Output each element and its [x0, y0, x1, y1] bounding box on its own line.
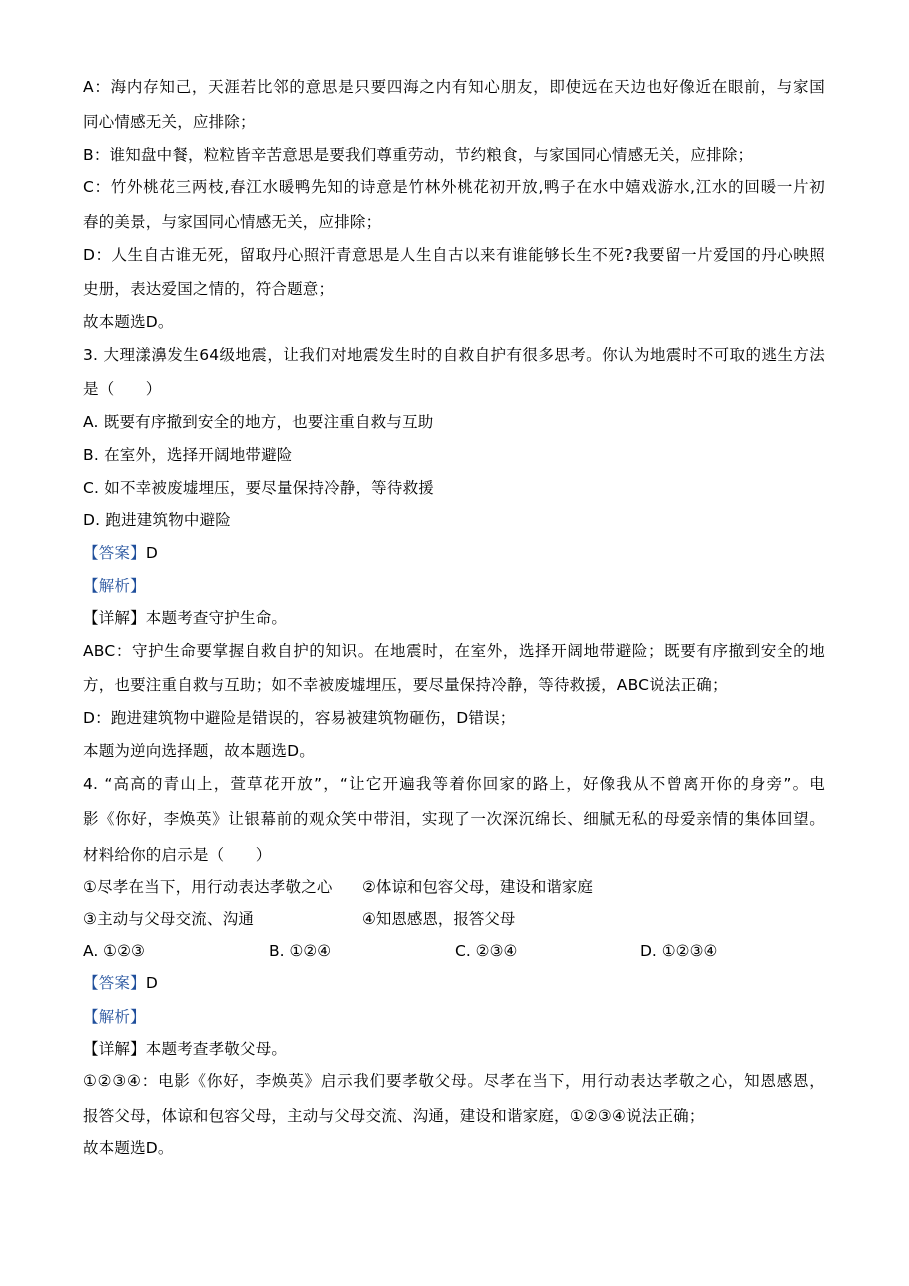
q3-answer-value: D — [145, 544, 158, 562]
q4-option-d: D. ①②③④ — [640, 942, 718, 960]
q2-analysis-d-line1: D：人生自古谁无死，留取丹心照汗青意思是人生自古以来有谁能够长生不死?我要留一片爱国的丹心映照 — [83, 246, 825, 264]
q4-option-a: A. ①②③ — [83, 942, 145, 960]
q2-conclusion: 故本题选D。 — [83, 313, 174, 331]
q3-explanation-line3: D：跑进建筑物中避险是错误的，容易被建筑物砸伤，D错误； — [83, 709, 516, 727]
q3-explanation-line1: ABC：守护生命要掌握自救自护的知识。在地震时，在室外，选择开阔地带避险；既要有序撤到安全的地 — [83, 642, 825, 660]
q4-analysis-tag: 【解析】 — [83, 1008, 146, 1026]
q2-analysis-c-line1: C：竹外桃花三两枝,春江水暖鸭先知的诗意是竹林外桃花初开放,鸭子在水中嬉戏游水,江水的回暖一片初 — [83, 178, 825, 196]
q2-analysis-d-line2: 史册，表达爱国之情的，符合题意； — [83, 280, 335, 298]
q3-option-d: D. 跑进建筑物中避险 — [83, 511, 231, 529]
q4-item-3: ③主动与父母交流、沟通 — [83, 910, 255, 928]
q4-item-4: ④知恩感恩，报答父母 — [362, 910, 516, 928]
q4-option-b: B. ①②④ — [269, 942, 332, 960]
q4-explanation-line2: 报答父母，体谅和包容父母，主动与父母交流、沟通，建设和谐家庭，①②③④说法正确； — [83, 1107, 705, 1125]
q4-stem-line3: 材料给你的启示是（ ） — [83, 846, 272, 864]
q4-stem-line2: 影《你好，李焕英》让银幕前的观众笑中带泪，实现了一次深沉绵长、细腻无私的母爱亲情的集体回望。 — [83, 810, 825, 828]
q2-analysis-c-line2: 春的美景，与家国同心情感无关，应排除； — [83, 213, 382, 231]
q4-detail: 【详解】本题考查孝敬父母。 — [83, 1040, 288, 1058]
q3-answer — [83, 543, 158, 563]
q4-option-c: C. ②③④ — [455, 942, 518, 960]
q4-answer-value: D — [145, 974, 158, 992]
q2-analysis-a-line2: 同心情感无关，应排除； — [83, 113, 256, 131]
q4-explanation-line1: ①②③④：电影《你好，李焕英》启示我们要孝敬父母。尽孝在当下，用行动表达孝敬之心，知恩感恩， — [83, 1072, 825, 1090]
q4-stem-line1: 4. “高高的青山上，萱草花开放”，“让它开遍我等着你回家的路上，好像我从不曾离开你的身旁”。电 — [83, 775, 825, 793]
q3-answer-tag: 【答案】 — [83, 544, 146, 562]
q3-stem-line1: 3. 大理漾濞发生64级地震，让我们对地震发生时的自救自护有很多思考。你认为地震时不可取的逃生方法 — [83, 346, 825, 364]
q2-analysis-b: B：谁知盘中餐，粒粒皆辛苦意思是要我们尊重劳动，节约粮食，与家国同心情感无关，应排除； — [83, 146, 754, 164]
q3-option-b: B. 在室外，选择开阔地带避险 — [83, 446, 293, 464]
q4-item-1: ①尽孝在当下，用行动表达孝敬之心 — [83, 878, 333, 896]
q4-answer — [83, 973, 158, 993]
q4-conclusion: 故本题选D。 — [83, 1139, 174, 1157]
q2-analysis-a-line1: A：海内存知己，天涯若比邻的意思是只要四海之内有知心朋友，即使远在天边也好像近在眼前，与家国 — [83, 78, 825, 96]
q3-analysis-tag: 【解析】 — [83, 577, 146, 595]
q4-answer-tag: 【答案】 — [83, 974, 146, 992]
q3-conclusion: 本题为逆向选择题，故本题选D。 — [83, 742, 315, 760]
q3-option-c: C. 如不幸被废墟埋压，要尽量保持冷静，等待救援 — [83, 479, 434, 497]
q3-explanation-line2: 方，也要注重自救与互助；如不幸被废墟埋压，要尽量保持冷静，等待救援，ABC说法正确； — [83, 676, 728, 694]
q4-item-2: ②体谅和包容父母，建设和谐家庭 — [362, 878, 593, 896]
q3-option-a: A. 既要有序撤到安全的地方，也要注重自救与互助 — [83, 413, 434, 431]
q3-stem-line2: 是（ ） — [83, 380, 162, 398]
q3-detail: 【详解】本题考查守护生命。 — [83, 609, 288, 627]
